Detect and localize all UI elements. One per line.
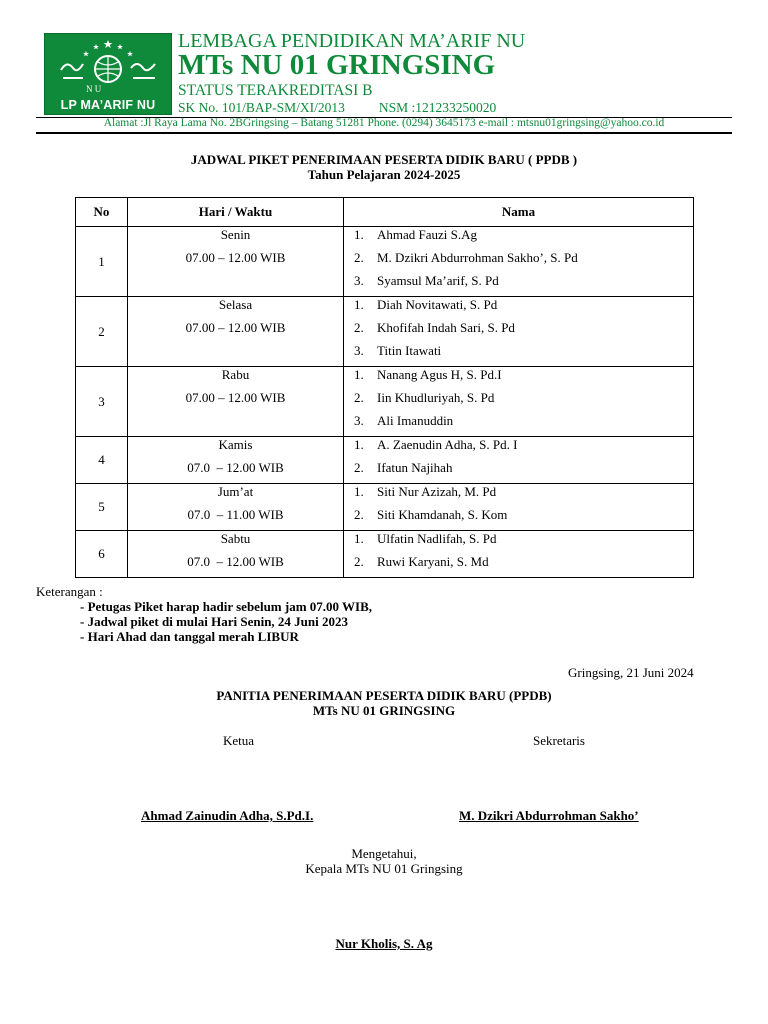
day-name: Rabu	[221, 367, 250, 382]
note-item: - Petugas Piket harap hadir sebelum jam 07.00 WIB,	[80, 599, 373, 614]
list-number: 1.	[354, 297, 364, 312]
staff-name: Nanang Agus H, S. Pd.I	[377, 367, 502, 382]
staff-name: Diah Novitawati, S. Pd	[377, 297, 498, 312]
staff-list-item	[344, 413, 693, 436]
acknowledgement	[0, 846, 768, 876]
place-date: Gringsing, 21 Juni 2024	[568, 665, 694, 680]
list-number: 3.	[354, 343, 364, 358]
sekretaris-name: M. Dzikri Abdurrohman Sakho’	[459, 808, 639, 823]
list-number: 2.	[354, 507, 364, 522]
staff-name: A. Zaenudin Adha, S. Pd. I	[377, 437, 518, 452]
staff-list-item	[344, 367, 693, 390]
row-number: 3	[76, 367, 128, 437]
staff-list-item	[344, 554, 693, 577]
list-number: 2.	[354, 250, 364, 265]
registration-info	[178, 100, 496, 116]
staff-name: Ali Imanuddin	[377, 413, 454, 428]
duty-time: 07.0 – 12.00 WIB	[187, 460, 284, 475]
list-number: 1.	[354, 227, 364, 242]
notes-label: Keterangan :	[36, 584, 103, 599]
day-time-cell	[128, 367, 344, 437]
day-time-cell	[128, 484, 344, 531]
table-row	[76, 227, 694, 297]
day-name: Sabtu	[220, 531, 251, 546]
committee-line-2: MTs NU 01 GRINGSING	[312, 703, 456, 718]
day-time-cell	[128, 531, 344, 578]
title-line-1: JADWAL PIKET PENERIMAAN PESERTA DIDIK BARU ( PPDB )	[190, 152, 578, 167]
staff-list-item	[344, 484, 693, 507]
header-names: Nama	[344, 198, 694, 227]
day-time-cell	[128, 297, 344, 367]
day-name: Senin	[220, 227, 251, 242]
staff-name: Syamsul Ma’arif, S. Pd	[377, 273, 499, 288]
duty-time: 07.00 – 12.00 WIB	[185, 390, 286, 405]
list-number: 1.	[354, 367, 364, 382]
staff-list-item	[344, 320, 693, 343]
logo-glyphs: N U	[86, 84, 102, 94]
row-number: 1	[76, 227, 128, 297]
staff-list-item	[344, 507, 693, 530]
list-number: 1.	[354, 484, 364, 499]
list-number: 1.	[354, 437, 364, 452]
staff-list-item	[344, 343, 693, 366]
staff-list-item	[344, 460, 693, 483]
duty-time: 07.0 – 12.00 WIB	[187, 554, 284, 569]
names-cell	[344, 531, 694, 578]
ketua-label: Ketua	[223, 733, 255, 748]
table-row	[76, 367, 694, 437]
list-number: 2.	[354, 554, 364, 569]
names-cell	[344, 484, 694, 531]
sk-number: SK No. 101/BAP-SM/XI/2013	[178, 100, 345, 115]
committee-line-1: PANITIA PENERIMAAN PESERTA DIDIK BARU (PPDB)	[216, 688, 552, 703]
ketua-name: Ahmad Zainudin Adha, S.Pd.I.	[141, 808, 314, 823]
nu-emblem-icon	[53, 38, 163, 94]
row-number: 5	[76, 484, 128, 531]
staff-list-item	[344, 531, 693, 554]
note-item: - Hari Ahad dan tanggal merah LIBUR	[80, 629, 299, 644]
staff-name: Titin Itawati	[377, 343, 442, 358]
letterhead-divider-bottom	[36, 132, 732, 134]
staff-list-item	[344, 390, 693, 413]
header-no: No	[76, 198, 128, 227]
acknowledge-line-1: Mengetahui,	[351, 846, 417, 861]
principal-name: Nur Kholis, S. Ag	[335, 936, 433, 951]
table-header-row	[76, 198, 694, 227]
table-row	[76, 531, 694, 578]
list-number: 3.	[354, 413, 364, 428]
names-cell	[344, 297, 694, 367]
duty-time: 07.0 – 11.00 WIB	[187, 507, 284, 522]
list-number: 2.	[354, 320, 364, 335]
day-name: Kamis	[218, 437, 253, 452]
staff-list-item	[344, 227, 693, 250]
row-number: 2	[76, 297, 128, 367]
day-time-cell	[128, 227, 344, 297]
table-row	[76, 484, 694, 531]
staff-list-item	[344, 437, 693, 460]
title-line-2: Tahun Pelajaran 2024-2025	[307, 167, 461, 182]
row-number: 4	[76, 437, 128, 484]
day-name: Selasa	[218, 297, 253, 312]
logo-text: LP MA’ARIF NU	[60, 98, 156, 112]
document-title	[0, 152, 768, 182]
staff-name: Ruwi Karyani, S. Md	[377, 554, 489, 569]
staff-name: Ifatun Najihah	[377, 460, 453, 475]
duty-time: 07.00 – 12.00 WIB	[185, 320, 286, 335]
names-cell	[344, 437, 694, 484]
staff-name: Siti Khamdanah, S. Kom	[377, 507, 508, 522]
staff-name: Ulfatin Nadlifah, S. Pd	[377, 531, 497, 546]
table-body	[76, 227, 694, 578]
staff-name: Iin Khudluriyah, S. Pd	[377, 390, 495, 405]
list-number: 1.	[354, 531, 364, 546]
institution-name: LEMBAGA PENDIDIKAN MA’ARIF NU	[178, 30, 526, 52]
school-address: Alamat :Jl Raya Lama No. 2BGringsing – Batang 51281 Phone. (0294) 3645173 e-mail : mtsnu01gringsing@yahoo.co.id	[103, 117, 665, 129]
acknowledge-line-2: Kepala MTs NU 01 Gringsing	[305, 861, 463, 876]
note-item: - Jadwal piket di mulai Hari Senin, 24 Juni 2023	[80, 614, 348, 629]
names-cell	[344, 367, 694, 437]
day-time-cell	[128, 437, 344, 484]
staff-list-item	[344, 273, 693, 296]
school-logo	[44, 33, 172, 115]
row-number: 6	[76, 531, 128, 578]
list-number: 3.	[354, 273, 364, 288]
names-cell	[344, 227, 694, 297]
staff-name: Khofifah Indah Sari, S. Pd	[377, 320, 515, 335]
staff-name: Siti Nur Azizah, M. Pd	[377, 484, 497, 499]
staff-name: Ahmad Fauzi S.Ag	[377, 227, 478, 242]
table-row	[76, 437, 694, 484]
committee-heading	[0, 688, 768, 718]
sekretaris-label: Sekretaris	[533, 733, 585, 748]
day-name: Jum’at	[217, 484, 254, 499]
duty-schedule-table	[75, 197, 694, 578]
nsm-number: NSM :121233250020	[378, 100, 497, 115]
list-number: 2.	[354, 460, 364, 475]
duty-time: 07.00 – 12.00 WIB	[185, 250, 286, 265]
staff-name: M. Dzikri Abdurrohman Sakho’, S. Pd	[377, 250, 578, 265]
table-row	[76, 297, 694, 367]
staff-list-item	[344, 250, 693, 273]
accreditation-status: STATUS TERAKREDITASI B	[178, 82, 373, 99]
staff-list-item	[344, 297, 693, 320]
school-name: MTs NU 01 GRINGSING	[178, 49, 496, 81]
list-number: 2.	[354, 390, 364, 405]
notes-list	[80, 599, 372, 644]
header-day-time: Hari / Waktu	[128, 198, 344, 227]
